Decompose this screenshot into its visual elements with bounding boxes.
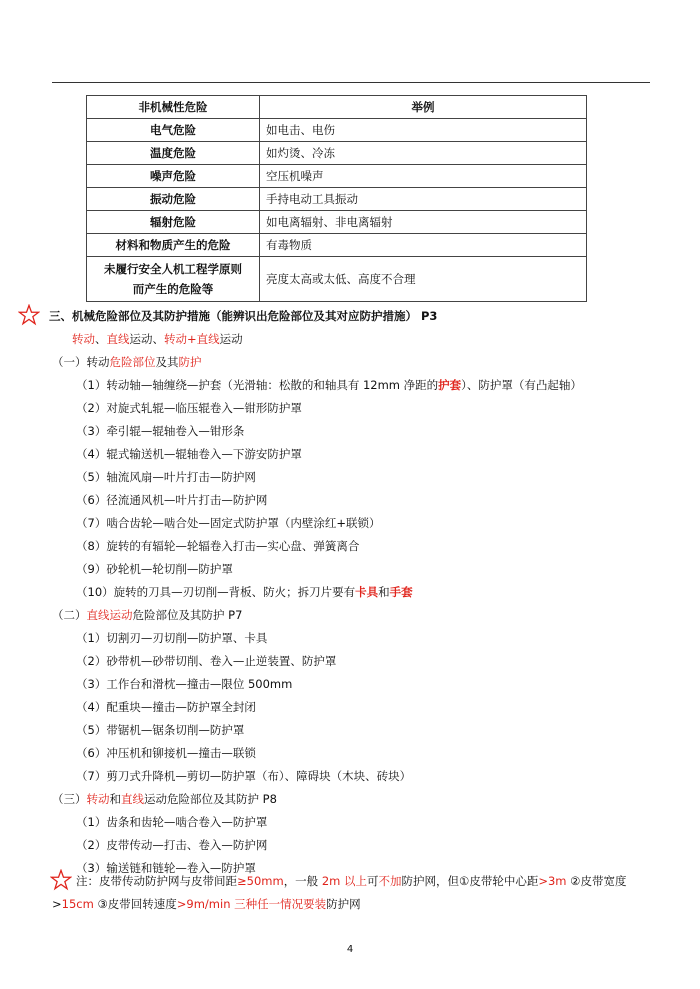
list-item: （8）旋转的有辐轮—轮辐卷入打击—实心盘、弹簧离合 [76,539,360,553]
motion-combined: 转动+直线 [164,332,220,346]
list-item: （9）砂轮机—轮切削—防护罩 [76,562,233,576]
sub3-heading-p3: 和 [109,792,121,806]
list-item: （5）轴流风扇—叶片打击—防护网 [76,470,256,484]
item-text: （1）转动轴—轴缠绕—护套（光滑轴：松散的和轴具有 12mm 净距的 [76,378,439,392]
sub3-heading-p5: 运动危险部位及其防护 P8 [144,792,277,806]
list-item: （1）齿条和齿轮—啮合卷入—防护罩 [76,815,268,829]
list-item: （3）输送链和链轮—卷入—防护罩 [76,861,256,875]
sub1-heading [52,354,202,370]
note-text: ②皮带宽度 [566,874,627,888]
note-highlight: 15cm [61,897,94,911]
motion-sep2: 运动、 [129,332,164,346]
sub1-heading-p4: 防护 [178,355,202,369]
list-item: （5）带锯机—锯条切削—防护罩 [76,723,245,737]
sub3-heading-p2: 转动 [86,792,110,806]
list-item: （7）剪刀式升降机—剪切—防护罩（布）、障碍块（木块、砖块） [76,769,412,783]
sub2-heading-p3: 危险部位及其防护 P7 [132,608,243,622]
note-text: ，一般 [283,874,322,888]
sub3-heading-p4: 直线 [121,792,144,806]
note-text: 防护网 [326,897,361,911]
note-line2 [52,896,361,912]
list-item: （2）砂带机—砂带切削、卷入—止逆装置、防护罩 [76,654,337,668]
example-cell: 手持电动工具振动 [260,188,587,211]
list-item: （2）对旋式轧辊—临压辊卷入—钳形防护罩 [76,401,302,415]
hazard-cell-line1: 未履行安全人机工程学原则 [104,262,242,276]
sub2-heading [52,607,242,623]
note-text: > [52,897,62,911]
example-cell: 空压机噪声 [260,165,587,188]
section3-title: 三、机械危险部位及其防护措施（能辨识出危险部位及其对应防护措施） P3 [49,309,438,323]
table-row [87,165,587,188]
table-row [87,119,587,142]
list-item: （6）冲压机和铆接机—撞击—联锁 [76,746,256,760]
note-text: 注：皮带传动防护网与皮带间距 [76,874,237,888]
motion-linear: 直线 [106,332,130,346]
note-highlight: >3m [538,874,567,888]
table-row [87,257,587,302]
example-cell: 如电离辐射、非电离辐射 [260,211,587,234]
example-cell: 亮度太高或太低、高度不合理 [260,257,587,302]
list-item: （3）牵引辊—辊轴卷入—钳形条 [76,424,245,438]
item-highlight: 卡具 [355,585,379,599]
table-row [87,142,587,165]
hazard-cell: 振动危险 [87,188,260,211]
hazard-cell: 电气危险 [87,119,260,142]
table-header-example: 举例 [260,96,587,119]
item-text: （10）旋转的刀具—刃切削—背板、防火；拆刀片要有 [76,585,356,599]
list-item: （3）工作台和滑枕—撞击—限位 500mm [76,677,293,691]
table-header-row [87,96,587,119]
item-highlight: 手套 [389,585,413,599]
list-item: （6）径流通风机—叶片打击—防护网 [76,493,268,507]
motion-rotary: 转动 [72,332,95,346]
sub3-heading [52,791,277,807]
motion-sep1: 、 [95,332,107,346]
sub3-heading-p1: （三） [52,792,87,806]
table-row [87,211,587,234]
item-text-tail: ）、防护罩（有凸起轴） [461,378,582,392]
list-item: （4）辊式输送机—辊轴卷入—下游安防护罩 [76,447,302,461]
note-highlight: >9m/min 三种任一情况要装 [176,897,327,911]
item-highlight: 护套 [438,378,462,392]
table-row [87,188,587,211]
hazard-cell: 材料和物质产生的危险 [87,234,260,257]
star-icon [18,304,40,326]
table-row [87,234,587,257]
example-cell: 有毒物质 [260,234,587,257]
item-text: 和 [378,585,390,599]
list-item [76,584,413,600]
note-text: ③皮带回转速度 [93,897,177,911]
sub2-heading-p2: 直线运动 [86,608,133,622]
sub1-heading-p2: 危险部位 [109,355,156,369]
motion-sep3: 运动 [219,332,243,346]
list-item: （7）啮合齿轮—啮合处—固定式防护罩（内壁涂红+联锁） [76,516,381,530]
hazard-cell-line2: 而产生的危险等 [132,282,214,296]
note-line1 [76,873,626,889]
table-header-hazard: 非机械性危险 [87,96,260,119]
note-highlight: ≥50mm [237,874,284,888]
sub2-heading-p1: （二） [52,608,87,622]
sub1-heading-p3: 及其 [155,355,179,369]
hazard-cell [87,257,260,302]
list-item [76,377,582,393]
example-cell: 如灼烫、冷冻 [260,142,587,165]
note-text: 防护网，但①皮带轮中心距 [401,874,539,888]
example-cell: 如电击、电伤 [260,119,587,142]
header-rule [52,82,650,83]
list-item: （1）切割刃—刃切削—防护罩、卡具 [76,631,268,645]
hazard-cell: 噪声危险 [87,165,260,188]
note-highlight: 不加 [378,874,402,888]
sub1-heading-p1: （一）转动 [52,355,110,369]
hazard-cell: 温度危险 [87,142,260,165]
hazard-table [86,95,587,302]
star-icon [50,869,72,891]
list-item: （4）配重块—撞击—防护罩全封闭 [76,700,256,714]
note-highlight: 2m 以上 [321,874,368,888]
note-text: 可 [367,874,379,888]
list-item: （2）皮带传动—打击、卷入—防护网 [76,838,268,852]
page-number: 4 [346,944,354,955]
motion-types [72,331,243,347]
hazard-cell: 辐射危险 [87,211,260,234]
